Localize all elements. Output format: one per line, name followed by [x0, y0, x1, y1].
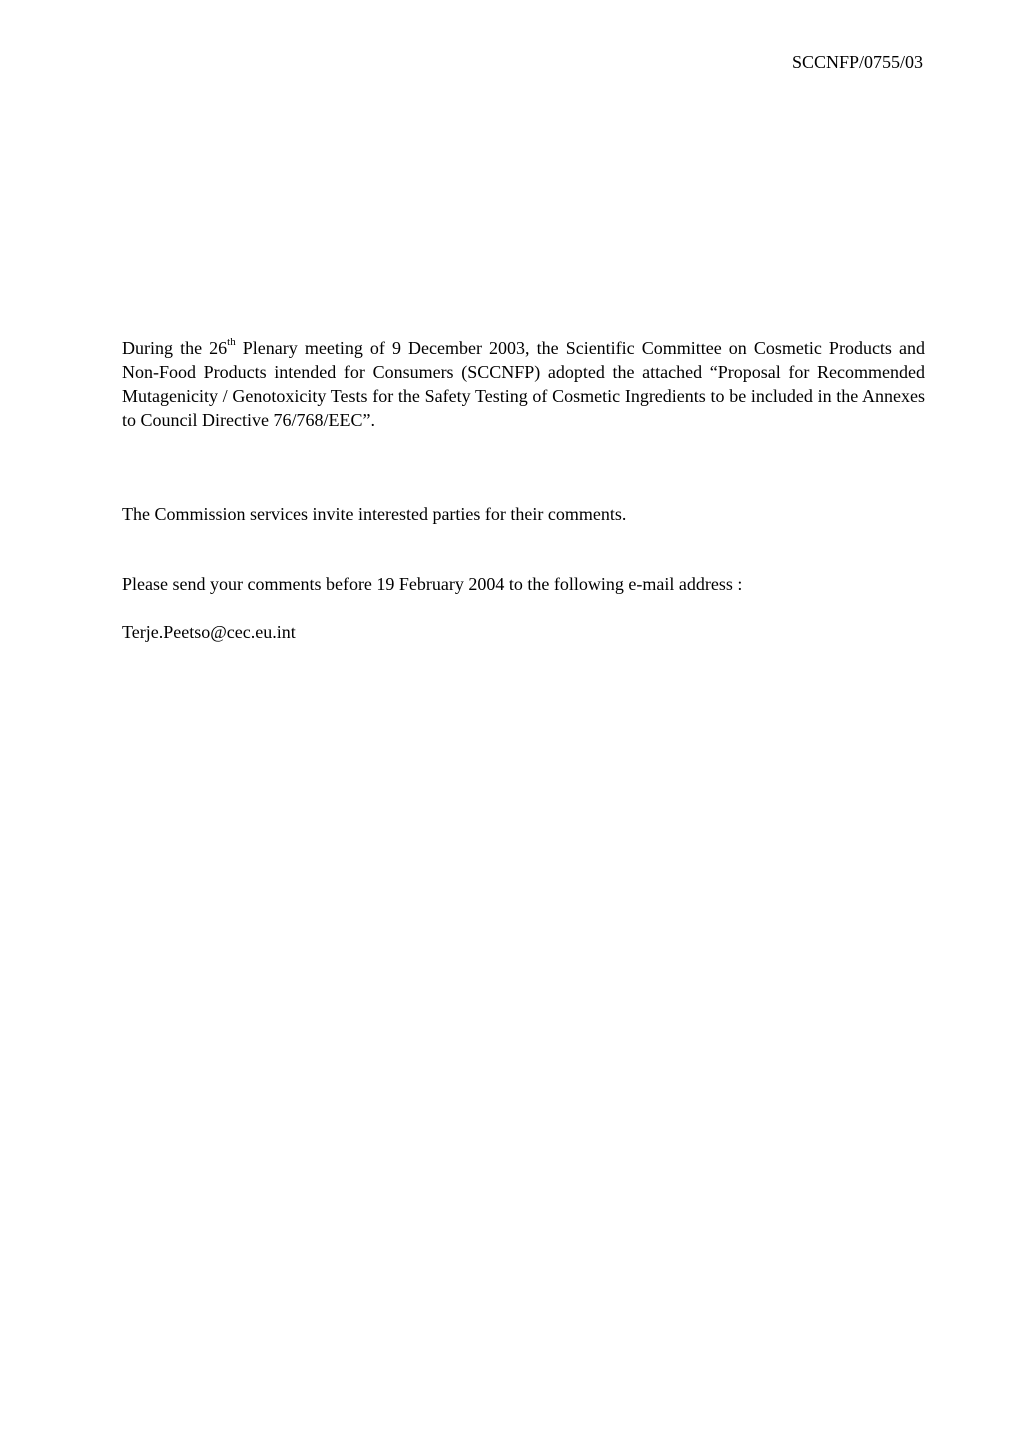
ordinal-suffix: th: [227, 336, 236, 348]
invitation-paragraph: The Commission services invite interested parties for their comments.: [122, 504, 627, 524]
intro-text-rest: Plenary meeting of 9 December 2003, the Scientific Committee on Cosmetic Products and Non-Food Products intended for Consumers (SCCNFP) adopted the attached “Proposal for Recommended Mutagenicity / Genotoxicity Tests for the Safety Testing of Cosmetic Ingredients to be included in the Annexes to Council Directive 76/768/EEC”.: [122, 338, 925, 430]
intro-paragraph: [122, 336, 925, 432]
document-reference: SCCNFP/0755/03: [791, 52, 923, 72]
intro-text-start: During the 26: [122, 338, 228, 358]
deadline-paragraph: Please send your comments before 19 February 2004 to the following e-mail address :: [122, 574, 743, 594]
contact-email: Terje.Peetso@cec.eu.int: [122, 622, 296, 642]
